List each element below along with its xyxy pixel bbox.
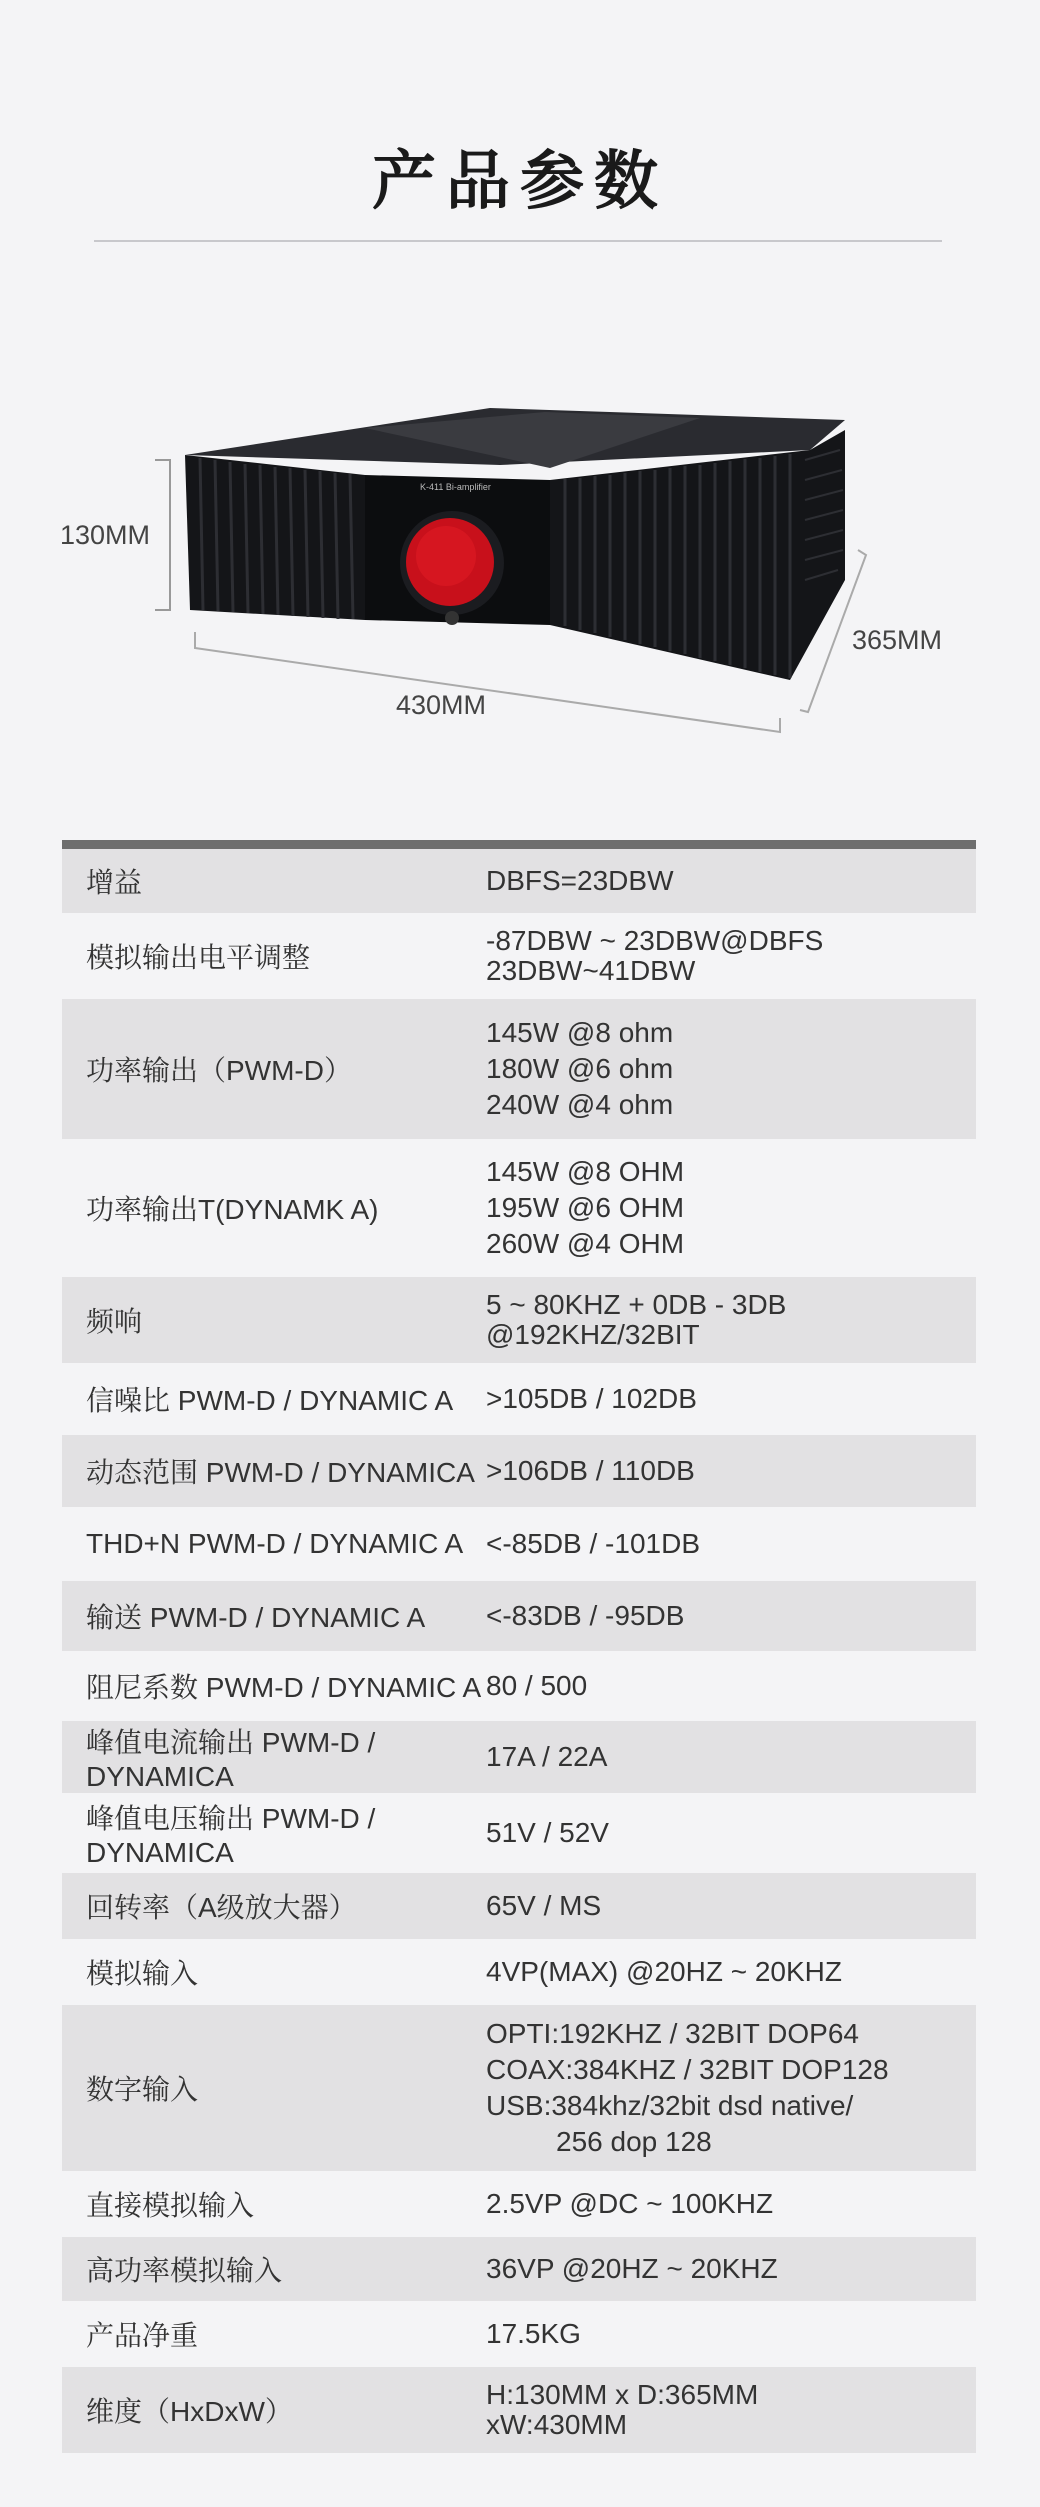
spec-value-line: DBFS=23DBW bbox=[486, 865, 674, 896]
spec-row bbox=[62, 1651, 976, 1721]
spec-value-line: <-83DB / -95DB bbox=[486, 1600, 685, 1631]
spec-row bbox=[62, 1721, 976, 1793]
spec-row bbox=[62, 999, 976, 1139]
spec-label: 功率输出T(DYNAMK A) bbox=[86, 1194, 379, 1225]
spec-value-line: 23DBW~41DBW bbox=[486, 955, 696, 986]
faceplate-text: K-411 Bi-amplifier bbox=[420, 482, 491, 492]
spec-row bbox=[62, 849, 976, 913]
spec-value bbox=[486, 1742, 976, 1772]
spec-label: 数字输入 bbox=[86, 2074, 199, 2105]
spec-label: 维度（HxDxW） bbox=[86, 2396, 293, 2427]
spec-value bbox=[486, 866, 976, 896]
spec-value bbox=[486, 2254, 976, 2284]
spec-value-line: 2.5VP @DC ~ 100KHZ bbox=[486, 2188, 774, 2219]
spec-value-line: OPTI:192KHZ / 32BIT DOP64 bbox=[486, 2018, 859, 2049]
spec-value-line: 17A / 22A bbox=[486, 1741, 608, 1772]
spec-label: 频响 bbox=[86, 1306, 143, 1337]
spec-value bbox=[486, 1151, 976, 1265]
spec-row bbox=[62, 2301, 976, 2367]
spec-row bbox=[62, 1507, 976, 1581]
amplifier-image bbox=[0, 280, 1040, 780]
spec-value-line: 5 ~ 80KHZ + 0DB - 3DB bbox=[486, 1289, 787, 1320]
spec-value-line: xW:430MM bbox=[486, 2409, 628, 2440]
spec-value-line: 65V / MS bbox=[486, 1890, 602, 1921]
spec-label: 增益 bbox=[86, 867, 143, 898]
spec-row bbox=[62, 1435, 976, 1507]
spec-value-line: 256 dop 128 bbox=[556, 2126, 712, 2157]
spec-value bbox=[486, 2319, 976, 2349]
table-top-bar bbox=[62, 840, 976, 849]
spec-value bbox=[486, 1671, 976, 1701]
depth-dimension: 365MM bbox=[852, 625, 943, 655]
spec-row bbox=[62, 1277, 976, 1363]
spec-row bbox=[62, 1939, 976, 2005]
spec-value bbox=[486, 1456, 976, 1486]
height-dimension: 130MM bbox=[60, 520, 151, 550]
spec-label: 动态范围 PWM-D / DYNAMICA bbox=[86, 1457, 475, 1488]
spec-row bbox=[62, 2367, 976, 2453]
spec-label: 模拟输出电平调整 bbox=[86, 942, 311, 973]
spec-label: 信噪比 PWM-D / DYNAMIC A bbox=[86, 1385, 454, 1416]
spec-value-line: 260W @4 OHM bbox=[486, 1228, 685, 1259]
spec-value-line: -87DBW ~ 23DBW@DBFS bbox=[486, 925, 824, 956]
product-figure bbox=[0, 280, 1040, 780]
spec-row bbox=[62, 2237, 976, 2301]
spec-value-line: @192KHZ/32BIT bbox=[486, 1319, 700, 1350]
spec-value bbox=[486, 2013, 976, 2163]
spec-value-line: >106DB / 110DB bbox=[486, 1455, 695, 1486]
spec-label: 功率输出（PWM-D） bbox=[86, 1055, 352, 1086]
spec-value-line: 4VP(MAX) @20HZ ~ 20KHZ bbox=[486, 1956, 842, 1987]
spec-value bbox=[486, 2380, 976, 2440]
spec-label: 峰值电流输出 PWM-D / DYNAMICA bbox=[86, 1727, 376, 1792]
spec-value bbox=[486, 926, 976, 986]
spec-value-line: USB:384khz/32bit dsd native/ bbox=[486, 2090, 854, 2121]
spec-value-line: 240W @4 ohm bbox=[486, 1089, 674, 1120]
spec-value-line: H:130MM x D:365MM bbox=[486, 2379, 759, 2410]
spec-value bbox=[486, 1384, 976, 1414]
spec-value-line: 17.5KG bbox=[486, 2318, 581, 2349]
spec-value-line: 145W @8 OHM bbox=[486, 1156, 685, 1187]
title-divider bbox=[94, 240, 942, 242]
spec-value bbox=[486, 1012, 976, 1126]
spec-value bbox=[486, 1891, 976, 1921]
spec-value bbox=[486, 1957, 976, 1987]
spec-value-line: 80 / 500 bbox=[486, 1670, 588, 1701]
spec-label: 峰值电压输出 PWM-D / DYNAMICA bbox=[86, 1803, 376, 1868]
spec-table bbox=[62, 849, 976, 2453]
page-title: 产品参数 bbox=[372, 145, 668, 219]
spec-value-line: 195W @6 OHM bbox=[486, 1192, 685, 1223]
spec-value-line: COAX:384KHZ / 32BIT DOP128 bbox=[486, 2054, 889, 2085]
spec-row bbox=[62, 2005, 976, 2171]
spec-label: 回转率（A级放大器） bbox=[86, 1892, 357, 1923]
spec-label: 模拟输入 bbox=[86, 1958, 199, 1989]
spec-row bbox=[62, 1363, 976, 1435]
spec-value bbox=[486, 1290, 976, 1350]
spec-row bbox=[62, 1873, 976, 1939]
spec-value-line: >105DB / 102DB bbox=[486, 1383, 697, 1414]
spec-value-line: 180W @6 ohm bbox=[486, 1053, 674, 1084]
spec-value bbox=[486, 1818, 976, 1848]
spec-label: 阻尼系数 PWM-D / DYNAMIC A bbox=[86, 1672, 482, 1703]
spec-label: 高功率模拟输入 bbox=[86, 2255, 283, 2286]
spec-value bbox=[486, 1529, 976, 1559]
width-dimension: 430MM bbox=[396, 690, 487, 720]
spec-row bbox=[62, 1581, 976, 1651]
spec-row bbox=[62, 1139, 976, 1277]
spec-label: THD+N PWM-D / DYNAMIC A bbox=[86, 1528, 464, 1559]
spec-value-line: 145W @8 ohm bbox=[486, 1017, 674, 1048]
spec-value bbox=[486, 2189, 976, 2219]
spec-label: 产品净重 bbox=[86, 2320, 199, 2351]
spec-row bbox=[62, 1793, 976, 1873]
spec-label: 直接模拟输入 bbox=[86, 2190, 255, 2221]
spec-label: 输送 PWM-D / DYNAMIC A bbox=[86, 1602, 426, 1633]
spec-value-line: 51V / 52V bbox=[486, 1817, 609, 1848]
spec-row bbox=[62, 2171, 976, 2237]
spec-value-line: <-85DB / -101DB bbox=[486, 1528, 700, 1559]
spec-row bbox=[62, 913, 976, 999]
spec-value-line: 36VP @20HZ ~ 20KHZ bbox=[486, 2253, 778, 2284]
spec-value bbox=[486, 1601, 976, 1631]
